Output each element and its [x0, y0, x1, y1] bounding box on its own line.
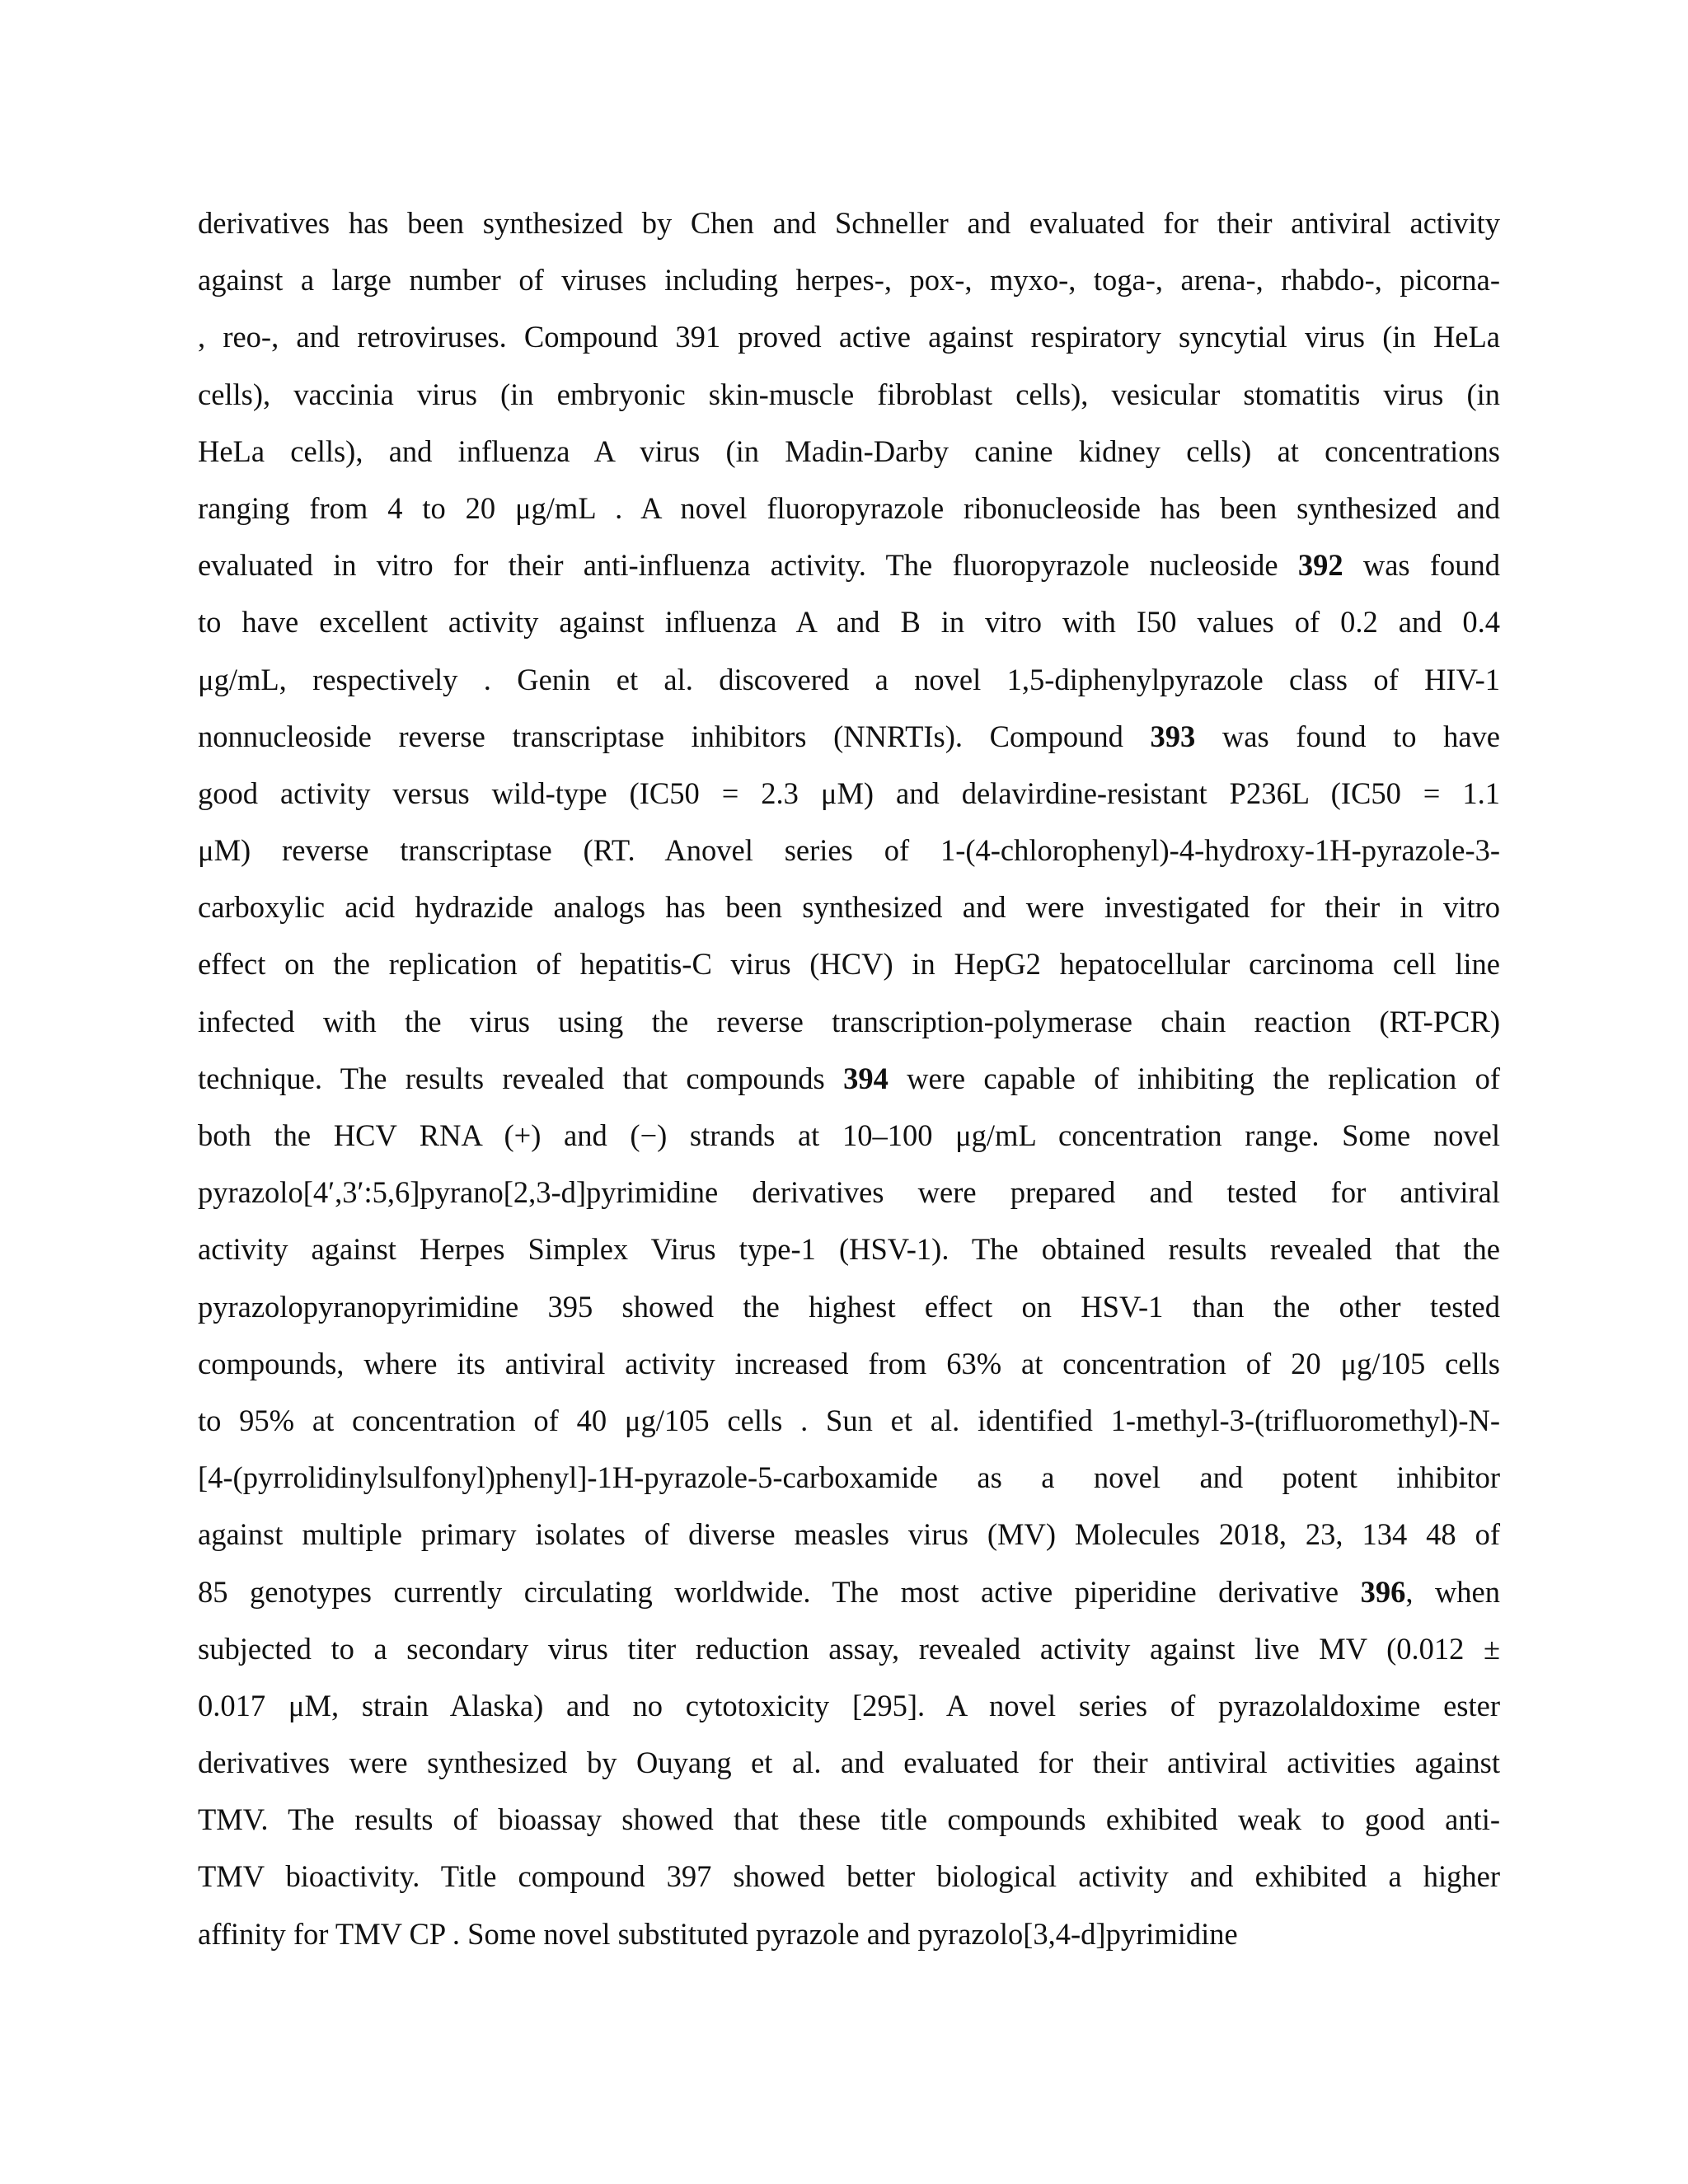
text-line: 0.017 μM, strain Alaska) and no cytotoxicity [295]. A novel series of pyrazolaldoxime ester	[198, 1688, 1500, 1722]
text-segment: , when	[1405, 1574, 1501, 1609]
text-line: carboxylic acid hydrazide analogs has been synthesized and were investigated for their in vitro	[198, 890, 1500, 925]
text-line: [4-(pyrrolidinylsulfonyl)phenyl]-1H-pyrazole-5-carboxamide as a novel and potent inhibitor	[198, 1460, 1500, 1495]
text-line: ranging from 4 to 20 μg/mL . A novel fluoropyrazole ribonucleoside has been synthesized and	[198, 490, 1500, 525]
text-line: μM) reverse transcriptase (RT. Anovel series of 1-(4-chlorophenyl)-4-hydroxy-1H-pyrazole-3-	[198, 833, 1500, 868]
compound-number-bold: 392	[1297, 548, 1343, 583]
text-line: μg/mL, respectively . Genin et al. discovered a novel 1,5-diphenylpyrazole class of HIV-1	[198, 662, 1500, 696]
text-line: both the HCV RNA (+) and (−) strands at 10–100 μg/mL concentration range. Some novel	[198, 1118, 1500, 1152]
text-segment: nonnucleoside reverse transcriptase inhibitors (NNRTIs). Compound	[198, 719, 1151, 753]
text-line: TMV bioactivity. Title compound 397 showed better biological activity and exhibited a higher	[198, 1859, 1500, 1894]
text-line: to 95% at concentration of 40 μg/105 cells . Sun et al. identified 1-methyl-3-(trifluoromethyl)-N-	[198, 1403, 1500, 1437]
text-line: activity against Herpes Simplex Virus type-1 (HSV-1). The obtained results revealed that the	[198, 1232, 1500, 1267]
compound-number-bold: 396	[1360, 1574, 1406, 1609]
text-segment: were capable of inhibiting the replication of	[888, 1061, 1500, 1095]
text-line: compounds, where its antiviral activity increased from 63% at concentration of 20 μg/105 cells	[198, 1346, 1500, 1380]
compound-number-bold: 394	[843, 1061, 889, 1095]
text-line: against a large number of viruses including herpes-, pox-, myxo-, toga-, arena-, rhabdo-, picorna-	[198, 263, 1500, 298]
text-line	[198, 537, 1500, 593]
text-line: to have excellent activity against influenza A and B in vitro with I50 values of 0.2 and 0.4	[198, 605, 1500, 640]
text-line: derivatives has been synthesized by Chen and Schneller and evaluated for their antiviral activity	[198, 206, 1500, 240]
text-line: , reo-, and retroviruses. Compound 391 proved active against respiratory syncytial virus (in HeLa	[198, 320, 1500, 354]
text-line: cells), vaccinia virus (in embryonic skin-muscle fibroblast cells), vesicular stomatitis virus (in	[198, 377, 1500, 411]
text-line	[198, 708, 1500, 765]
text-line: pyrazolo[4′,3′:5,6]pyrano[2,3-d]pyrimidine derivatives were prepared and tested for antiviral	[198, 1175, 1500, 1210]
text-line: infected with the virus using the reverse transcription-polymerase chain reaction (RT-PCR)	[198, 1004, 1500, 1038]
text-segment: 85 genotypes currently circulating worldwide. The most active piperidine derivative	[198, 1574, 1361, 1609]
text-line: effect on the replication of hepatitis-C virus (HCV) in HepG2 hepatocellular carcinoma cell line	[198, 947, 1500, 982]
text-segment: was found to have	[1195, 719, 1500, 753]
text-line: subjected to a secondary virus titer reduction assay, revealed activity against live MV (0.012 ±	[198, 1631, 1500, 1666]
text-line: good activity versus wild-type (IC50 = 2.3 μM) and delavirdine-resistant P236L (IC50 = 1.1	[198, 776, 1500, 810]
text-line: against multiple primary isolates of diverse measles virus (MV) Molecules 2018, 23, 134 48 of	[198, 1517, 1500, 1552]
text-segment: evaluated in vitro for their anti-influenza activity. The fluoropyrazole nucleoside	[198, 548, 1298, 583]
text-segment: technique. The results revealed that compounds	[198, 1061, 844, 1095]
text-line: pyrazolopyranopyrimidine 395 showed the highest effect on HSV-1 than the other tested	[198, 1289, 1500, 1324]
text-line: TMV. The results of bioassay showed that these title compounds exhibited weak to good anti-	[198, 1802, 1500, 1837]
text-line: affinity for TMV CP . Some novel substituted pyrazole and pyrazolo[3,4-d]pyrimidine	[198, 1916, 1238, 1951]
text-line	[198, 1563, 1500, 1620]
body-paragraph	[198, 194, 1500, 1962]
text-line: derivatives were synthesized by Ouyang et al. and evaluated for their antiviral activities against	[198, 1746, 1500, 1780]
compound-number-bold: 393	[1150, 719, 1196, 753]
text-line	[198, 1050, 1500, 1107]
text-segment: was found	[1343, 548, 1500, 583]
text-line: HeLa cells), and influenza A virus (in Madin-Darby canine kidney cells) at concentrations	[198, 434, 1500, 468]
